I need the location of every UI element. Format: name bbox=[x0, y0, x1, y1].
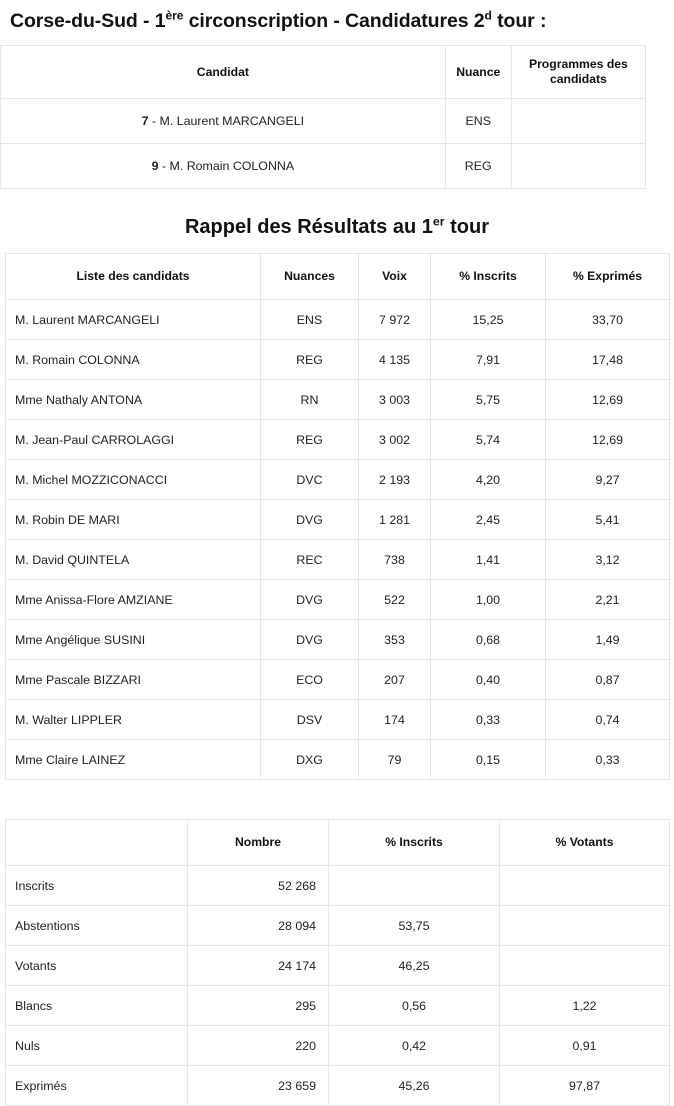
participation-nombre: 24 174 bbox=[188, 946, 329, 986]
candidate-name: Mme Nathaly ANTONA bbox=[6, 380, 261, 420]
candidate-nuance: REG bbox=[261, 340, 359, 380]
table-row bbox=[6, 906, 670, 946]
table-row bbox=[6, 420, 670, 460]
candidatures-table-container bbox=[0, 34, 674, 189]
candidate-cell bbox=[1, 99, 446, 144]
candidate-nuance: DXG bbox=[261, 740, 359, 780]
page-title-part2: circonscription - Candidatures 2 bbox=[183, 10, 485, 32]
column-header-empty bbox=[6, 820, 188, 866]
candidate-pct-inscrits: 1,00 bbox=[431, 580, 546, 620]
candidate-pct-inscrits: 15,25 bbox=[431, 300, 546, 340]
candidate-voix: 174 bbox=[359, 700, 431, 740]
table-row bbox=[6, 660, 670, 700]
participation-nombre: 28 094 bbox=[188, 906, 329, 946]
table-row bbox=[6, 1026, 670, 1066]
candidate-voix: 207 bbox=[359, 660, 431, 700]
candidate-name: M. Romain COLONNA bbox=[169, 159, 295, 173]
candidate-number: 9 bbox=[151, 159, 159, 173]
candidate-name: Mme Angélique SUSINI bbox=[6, 620, 261, 660]
table-row bbox=[1, 144, 646, 189]
table-row bbox=[6, 700, 670, 740]
column-header-programmes: Programmes des candidats bbox=[511, 46, 645, 99]
table-header-row bbox=[1, 46, 646, 99]
page-title-part1: Corse-du-Sud - 1 bbox=[10, 10, 166, 32]
participation-pct-inscrits: 0,42 bbox=[329, 1026, 500, 1066]
page-title-part3: tour : bbox=[491, 10, 547, 32]
participation-pct-votants: 0,91 bbox=[500, 1026, 670, 1066]
candidate-separator: - bbox=[148, 114, 160, 128]
candidate-voix: 738 bbox=[359, 540, 431, 580]
candidate-nuance: ENS bbox=[445, 99, 511, 144]
column-header-candidat: Candidat bbox=[1, 46, 446, 99]
section-title-sup-er: er bbox=[432, 214, 445, 229]
participation-nombre: 52 268 bbox=[188, 866, 329, 906]
participation-pct-votants: 97,87 bbox=[500, 1066, 670, 1106]
candidate-number: 7 bbox=[141, 114, 149, 128]
candidate-pct-inscrits: 1,41 bbox=[431, 540, 546, 580]
page-title bbox=[0, 0, 674, 34]
candidate-voix: 522 bbox=[359, 580, 431, 620]
candidate-name: M. Robin DE MARI bbox=[6, 500, 261, 540]
table-row bbox=[6, 340, 670, 380]
page-title-sup-ere: ère bbox=[165, 8, 184, 23]
candidate-name: M. Michel MOZZICONACCI bbox=[6, 460, 261, 500]
candidate-nuance: RN bbox=[261, 380, 359, 420]
candidate-voix: 2 193 bbox=[359, 460, 431, 500]
candidate-pct-exprimes: 2,21 bbox=[546, 580, 670, 620]
table-row bbox=[6, 986, 670, 1026]
candidate-nuance: REG bbox=[445, 144, 511, 189]
section-title-part2: tour bbox=[444, 216, 490, 238]
candidate-pct-exprimes: 0,33 bbox=[546, 740, 670, 780]
candidate-pct-inscrits: 5,75 bbox=[431, 380, 546, 420]
column-header-nombre: Nombre bbox=[188, 820, 329, 866]
candidate-voix: 3 003 bbox=[359, 380, 431, 420]
table-row bbox=[6, 500, 670, 540]
column-header-liste-candidats: Liste des candidats bbox=[6, 254, 261, 300]
participation-pct-votants bbox=[500, 866, 670, 906]
candidate-pct-exprimes: 12,69 bbox=[546, 420, 670, 460]
table-row bbox=[6, 620, 670, 660]
column-header-pct-votants: % Votants bbox=[500, 820, 670, 866]
candidate-pct-exprimes: 33,70 bbox=[546, 300, 670, 340]
participation-nombre: 23 659 bbox=[188, 1066, 329, 1106]
candidate-name: Mme Anissa-Flore AMZIANE bbox=[6, 580, 261, 620]
candidate-pct-exprimes: 0,87 bbox=[546, 660, 670, 700]
table-header-row bbox=[6, 820, 670, 866]
results-table-body bbox=[6, 300, 670, 780]
candidate-nuance: REG bbox=[261, 420, 359, 460]
participation-table-head bbox=[6, 820, 670, 866]
table-row bbox=[6, 866, 670, 906]
results-table-container bbox=[0, 239, 674, 780]
participation-table-container bbox=[0, 780, 674, 1106]
table-row bbox=[6, 300, 670, 340]
candidate-voix: 7 972 bbox=[359, 300, 431, 340]
participation-table-body bbox=[6, 866, 670, 1106]
participation-pct-inscrits: 45,26 bbox=[329, 1066, 500, 1106]
candidate-programme bbox=[511, 99, 645, 144]
candidate-voix: 1 281 bbox=[359, 500, 431, 540]
table-row bbox=[6, 540, 670, 580]
candidate-nuance: DVG bbox=[261, 500, 359, 540]
candidate-voix: 4 135 bbox=[359, 340, 431, 380]
participation-label: Abstentions bbox=[6, 906, 188, 946]
results-table-head bbox=[6, 254, 670, 300]
candidate-pct-exprimes: 5,41 bbox=[546, 500, 670, 540]
candidate-pct-inscrits: 0,33 bbox=[431, 700, 546, 740]
participation-pct-votants bbox=[500, 906, 670, 946]
table-row bbox=[6, 946, 670, 986]
candidatures-table bbox=[0, 45, 646, 189]
candidate-pct-exprimes: 9,27 bbox=[546, 460, 670, 500]
results-table bbox=[5, 253, 670, 780]
participation-pct-inscrits: 46,25 bbox=[329, 946, 500, 986]
table-row bbox=[6, 380, 670, 420]
candidate-nuance: ECO bbox=[261, 660, 359, 700]
participation-pct-inscrits: 53,75 bbox=[329, 906, 500, 946]
table-row bbox=[6, 1066, 670, 1106]
candidate-name: M. Walter LIPPLER bbox=[6, 700, 261, 740]
candidate-pct-inscrits: 0,40 bbox=[431, 660, 546, 700]
participation-table bbox=[5, 819, 670, 1106]
column-header-voix: Voix bbox=[359, 254, 431, 300]
candidate-nuance: DVG bbox=[261, 580, 359, 620]
candidate-separator: - bbox=[158, 159, 170, 173]
candidate-pct-inscrits: 4,20 bbox=[431, 460, 546, 500]
candidate-name: M. David QUINTELA bbox=[6, 540, 261, 580]
candidate-name: Mme Claire LAINEZ bbox=[6, 740, 261, 780]
participation-label: Inscrits bbox=[6, 866, 188, 906]
candidate-name: M. Romain COLONNA bbox=[6, 340, 261, 380]
candidatures-table-body bbox=[1, 99, 646, 189]
candidatures-table-head bbox=[1, 46, 646, 99]
candidate-pct-exprimes: 12,69 bbox=[546, 380, 670, 420]
participation-pct-votants bbox=[500, 946, 670, 986]
participation-label: Blancs bbox=[6, 986, 188, 1026]
participation-label: Exprimés bbox=[6, 1066, 188, 1106]
candidate-pct-inscrits: 2,45 bbox=[431, 500, 546, 540]
candidate-nuance: DVG bbox=[261, 620, 359, 660]
column-header-nuances: Nuances bbox=[261, 254, 359, 300]
section-title bbox=[0, 189, 674, 239]
candidate-nuance: ENS bbox=[261, 300, 359, 340]
participation-pct-inscrits: 0,56 bbox=[329, 986, 500, 1026]
candidate-pct-inscrits: 7,91 bbox=[431, 340, 546, 380]
candidate-pct-inscrits: 0,15 bbox=[431, 740, 546, 780]
candidate-name: M. Laurent MARCANGELI bbox=[159, 114, 305, 128]
table-row bbox=[6, 740, 670, 780]
participation-label: Votants bbox=[6, 946, 188, 986]
candidate-pct-exprimes: 0,74 bbox=[546, 700, 670, 740]
section-title-part1: Rappel des Résultats au 1 bbox=[184, 216, 433, 238]
candidate-name: Mme Pascale BIZZARI bbox=[6, 660, 261, 700]
participation-pct-votants: 1,22 bbox=[500, 986, 670, 1026]
participation-nombre: 220 bbox=[188, 1026, 329, 1066]
participation-label: Nuls bbox=[6, 1026, 188, 1066]
participation-pct-inscrits bbox=[329, 866, 500, 906]
table-row bbox=[1, 99, 646, 144]
table-row bbox=[6, 580, 670, 620]
column-header-nuance: Nuance bbox=[445, 46, 511, 99]
candidate-cell bbox=[1, 144, 446, 189]
candidate-voix: 3 002 bbox=[359, 420, 431, 460]
candidate-name: M. Jean-Paul CARROLAGGI bbox=[6, 420, 261, 460]
candidate-voix: 79 bbox=[359, 740, 431, 780]
participation-nombre: 295 bbox=[188, 986, 329, 1026]
candidate-name: M. Laurent MARCANGELI bbox=[6, 300, 261, 340]
candidate-pct-exprimes: 3,12 bbox=[546, 540, 670, 580]
candidate-nuance: REC bbox=[261, 540, 359, 580]
candidate-nuance: DSV bbox=[261, 700, 359, 740]
table-row bbox=[6, 460, 670, 500]
table-header-row bbox=[6, 254, 670, 300]
column-header-pct-exprimes: % Exprimés bbox=[546, 254, 670, 300]
candidate-programme bbox=[511, 144, 645, 189]
column-header-pct-inscrits: % Inscrits bbox=[431, 254, 546, 300]
candidate-nuance: DVC bbox=[261, 460, 359, 500]
column-header-pct-inscrits: % Inscrits bbox=[329, 820, 500, 866]
candidate-pct-exprimes: 1,49 bbox=[546, 620, 670, 660]
candidate-pct-inscrits: 5,74 bbox=[431, 420, 546, 460]
candidate-pct-inscrits: 0,68 bbox=[431, 620, 546, 660]
candidate-pct-exprimes: 17,48 bbox=[546, 340, 670, 380]
candidate-voix: 353 bbox=[359, 620, 431, 660]
page-title-sup-d: d bbox=[484, 8, 492, 23]
